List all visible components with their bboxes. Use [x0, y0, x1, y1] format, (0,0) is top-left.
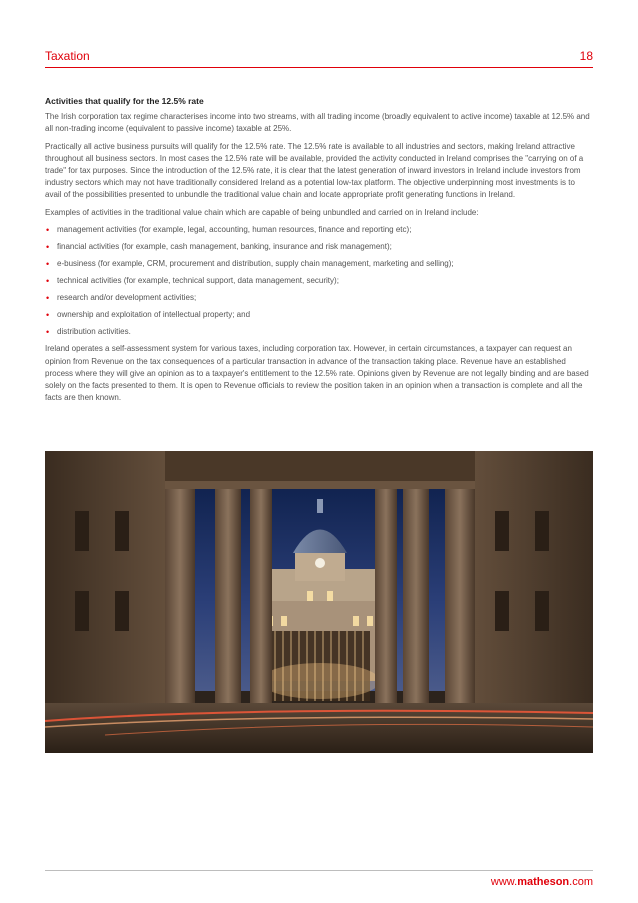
paragraph-examples-intro: Examples of activities in the traditional value chain which are capable of being unbundled and carried on in Ireland include:: [45, 207, 479, 217]
url-prefix: www.: [490, 876, 518, 888]
bullet-icon: •: [46, 276, 50, 287]
list-item: [45, 275, 593, 287]
page-number: 18: [579, 49, 593, 63]
paragraph-self-assessment: Ireland operates a self-assessment system for various taxes, including corporation tax. However, in certain circumstances, a taxpayer can request an opinion from Revenue on the tax consequences of a particular transaction in advance of the transaction taking place. Revenue have an established process where they will give an opinion as to a taxpayer's entitlement to the 12.5% rate. Opinions given by Revenue are not legally binding and are based solely on the facts presented to them. It is open to Revenue officials to review the position taken in an opinion when a transaction is complete and all the facts are then known.: [45, 344, 589, 403]
article-body: [45, 95, 593, 410]
list-item-text: financial activities (for example, cash management, banking, insurance and risk management);: [57, 241, 392, 251]
list-item: [45, 326, 593, 338]
list-item-text: management activities (for example, legal, accounting, human resources, finance and reporting etc);: [57, 224, 412, 234]
section-title: Taxation: [45, 49, 90, 63]
website-link[interactable]: [491, 876, 593, 888]
bullet-icon: •: [46, 327, 50, 338]
bullet-icon: •: [46, 224, 50, 235]
list-item: [45, 241, 593, 253]
activities-list: [45, 224, 593, 339]
list-item-text: technical activities (for example, technical support, data management, security);: [57, 276, 339, 286]
list-item: [45, 292, 593, 304]
list-item-text: research and/or development activities;: [57, 293, 197, 303]
section-heading: Activities that qualify for the 12.5% rate: [45, 96, 204, 106]
bullet-icon: •: [46, 310, 50, 321]
bullet-icon: •: [46, 293, 50, 304]
list-item-text: ownership and exploitation of intellectual property; and: [57, 310, 251, 320]
paragraph-intro: The Irish corporation tax regime characterises income into two streams, with all trading income (broadly equivalent to active income) taxable at 12.5% and all non-trading income (equivalent to passive income) taxable at 25%.: [45, 112, 590, 134]
government-buildings-photo: [45, 451, 593, 753]
list-item-text: distribution activities.: [57, 327, 131, 337]
footer-divider: [45, 870, 593, 871]
bullet-icon: •: [46, 241, 50, 252]
paragraph-active-business: Practically all active business pursuits will qualify for the 12.5% rate. The 12.5% rate is available to all industries and sectors, making Ireland attractive throughout all business sectors. In most cases the 12.5% rate will be available, provided the activity conducted in Ireland comprises the "carrying on of a trade" for tax purposes. Since the introduction of the 12.5% rate, it is clear that the latest generation of inward investors in Ireland include investors from industry sectors which may not have traditionally considered Ireland as a potential low-tax platform. The objective underpinning most investments is to avail of the possibilities presented to unbundle the traditional value chain and locate appropriate profit generating functions in Ireland.: [45, 141, 584, 200]
url-suffix: .com: [569, 876, 593, 888]
bullet-icon: •: [46, 259, 50, 270]
list-item: [45, 258, 593, 270]
url-brand: matheson: [517, 876, 570, 888]
page-header: [45, 47, 593, 68]
list-item: [45, 309, 593, 321]
list-item: [45, 224, 593, 236]
list-item-text: e-business (for example, CRM, procurement and distribution, supply chain management, marketing and selling);: [57, 259, 454, 269]
